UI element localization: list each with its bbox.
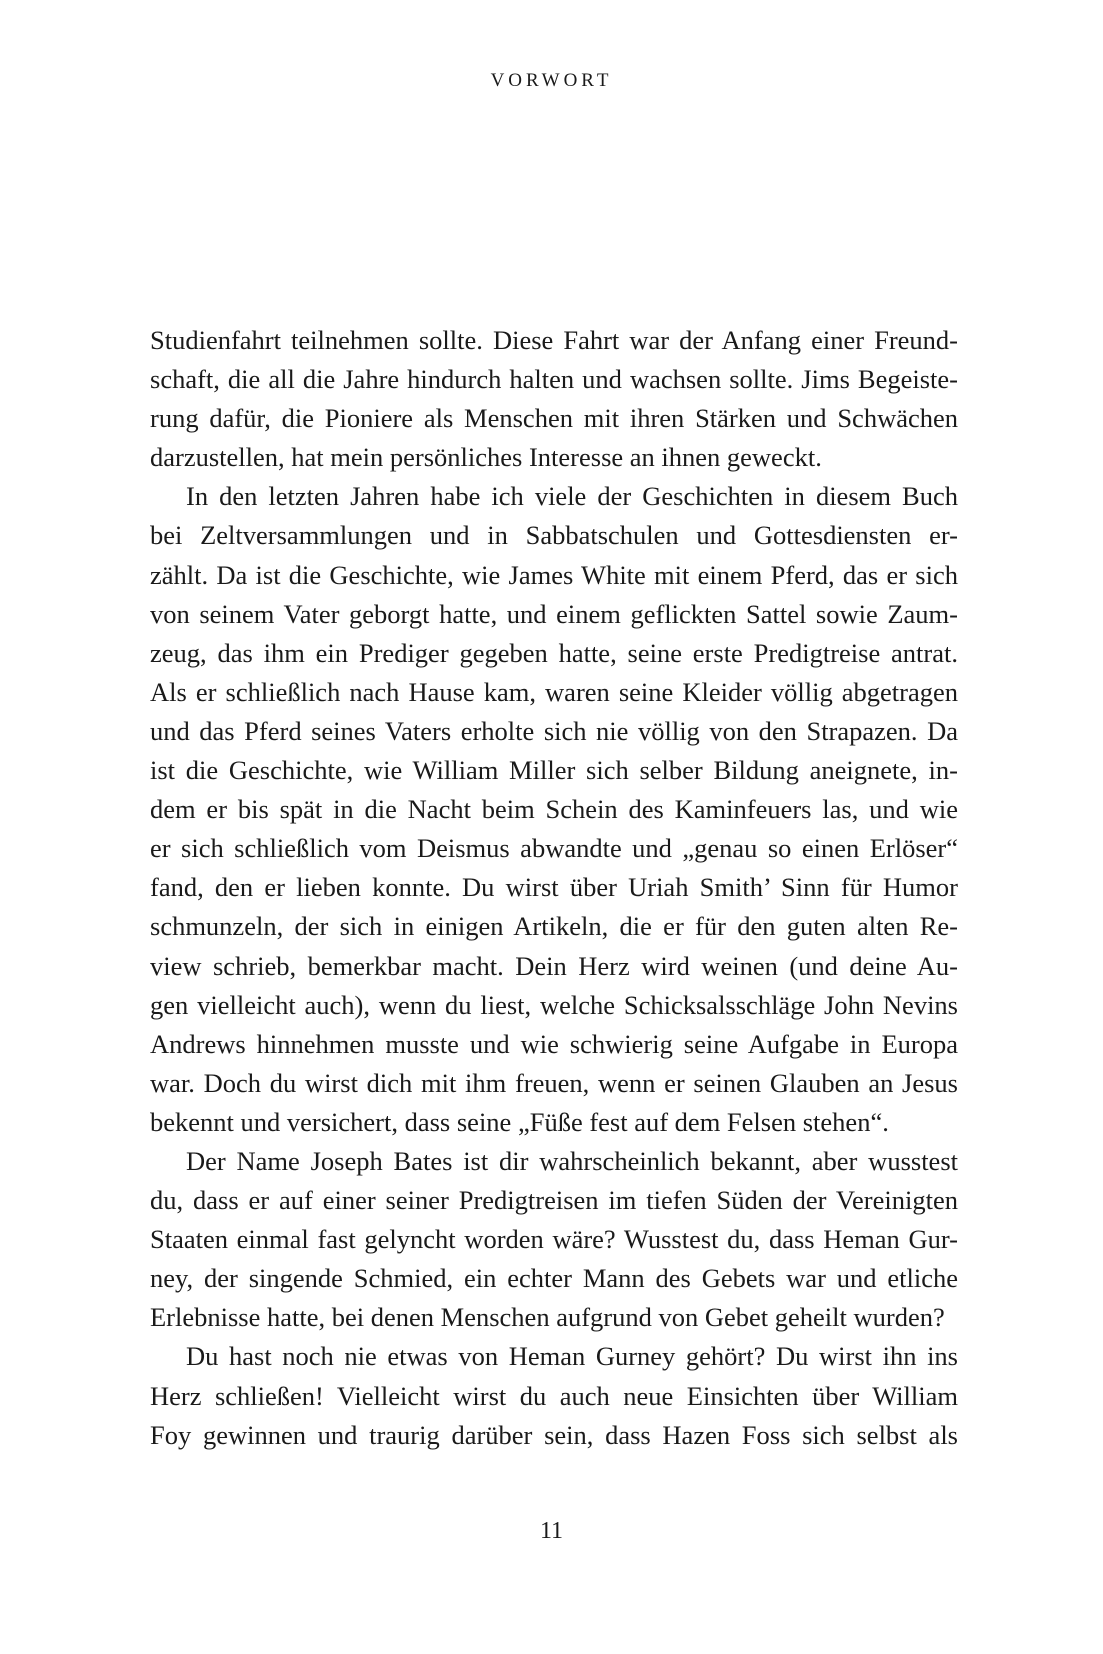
- text-line: rung dafür, die Pioniere als Menschen mit ihren Stärken und Schwächen: [150, 403, 958, 434]
- text-line: bekennt und versichert, dass seine „Füße fest auf dem Felsen stehen“.: [150, 1106, 889, 1137]
- text-line: du, dass er auf einer seiner Predigtreisen im tiefen Süden der Vereinigten: [150, 1185, 958, 1216]
- text-line: von seinem Vater geborgt hatte, und einem geflickten Sattel sowie Zaum-: [150, 598, 958, 629]
- text-line: schaft, die all die Jahre hindurch halten und wachsen sollte. Jims Begeiste-: [150, 364, 958, 395]
- text-line: ist die Geschichte, wie William Miller sich selber Bildung aneignete, in-: [150, 755, 958, 786]
- text-line: Foy gewinnen und traurig darüber sein, dass Hazen Foss sich selbst als: [150, 1419, 958, 1450]
- text-line: dem er bis spät in die Nacht beim Schein des Kaminfeuers las, und wie: [150, 794, 958, 825]
- text-line: Herz schließen! Vielleicht wirst du auch neue Einsichten über William: [150, 1380, 958, 1411]
- text-line: Als er schließlich nach Hause kam, waren seine Kleider völlig abgetragen: [150, 676, 958, 707]
- text-line: und das Pferd seines Vaters erholte sich nie völlig von den Strapazen. Da: [150, 715, 958, 746]
- text-line: bei Zeltversammlungen und in Sabbatschulen und Gottesdiensten er-: [150, 520, 958, 551]
- text-line: zählt. Da ist die Geschichte, wie James White mit einem Pferd, das er sich: [150, 559, 958, 590]
- text-line: Andrews hinnehmen musste und wie schwierig seine Aufgabe in Europa: [150, 1028, 958, 1059]
- text-line: schmunzeln, der sich in einigen Artikeln, die er für den guten alten Re-: [150, 911, 958, 942]
- text-line: er sich schließlich vom Deismus abwandte und „genau so einen Erlöser“: [150, 833, 958, 864]
- text-line: Du hast noch nie etwas von Heman Gurney gehört? Du wirst ihn ins: [186, 1341, 958, 1372]
- text-line: In den letzten Jahren habe ich viele der Geschichten in diesem Buch: [186, 481, 958, 512]
- text-line: view schrieb, bemerkbar macht. Dein Herz wird weinen (und deine Au-: [150, 950, 958, 981]
- body-text: [150, 321, 958, 1455]
- text-line: Staaten einmal fast gelyncht worden wäre? Wusstest du, dass Heman Gur-: [150, 1224, 958, 1255]
- text-line: fand, den er lieben konnte. Du wirst über Uriah Smith’ Sinn für Humor: [150, 872, 958, 903]
- text-line: darzustellen, hat mein persönliches Interesse an ihnen geweckt.: [150, 442, 822, 473]
- text-line: gen vielleicht auch), wenn du liest, welche Schicksalsschläge John Nevins: [150, 989, 958, 1020]
- text-line: zeug, das ihm ein Prediger gegeben hatte, seine erste Predigtreise antrat.: [150, 637, 958, 668]
- text-line: Der Name Joseph Bates ist dir wahrscheinlich bekannt, aber wusstest: [186, 1145, 958, 1176]
- text-line: Erlebnisse hatte, bei denen Menschen aufgrund von Gebet geheilt wurden?: [150, 1302, 945, 1333]
- text-line: war. Doch du wirst dich mit ihm freuen, wenn er seinen Glauben an Jesus: [150, 1067, 958, 1098]
- running-head: VORWORT: [490, 70, 613, 91]
- text-line: Studienfahrt teilnehmen sollte. Diese Fahrt war der Anfang einer Freund-: [150, 325, 958, 355]
- text-line: ney, der singende Schmied, ein echter Mann des Gebets war und etliche: [150, 1263, 958, 1294]
- page-number: 11: [539, 1518, 564, 1544]
